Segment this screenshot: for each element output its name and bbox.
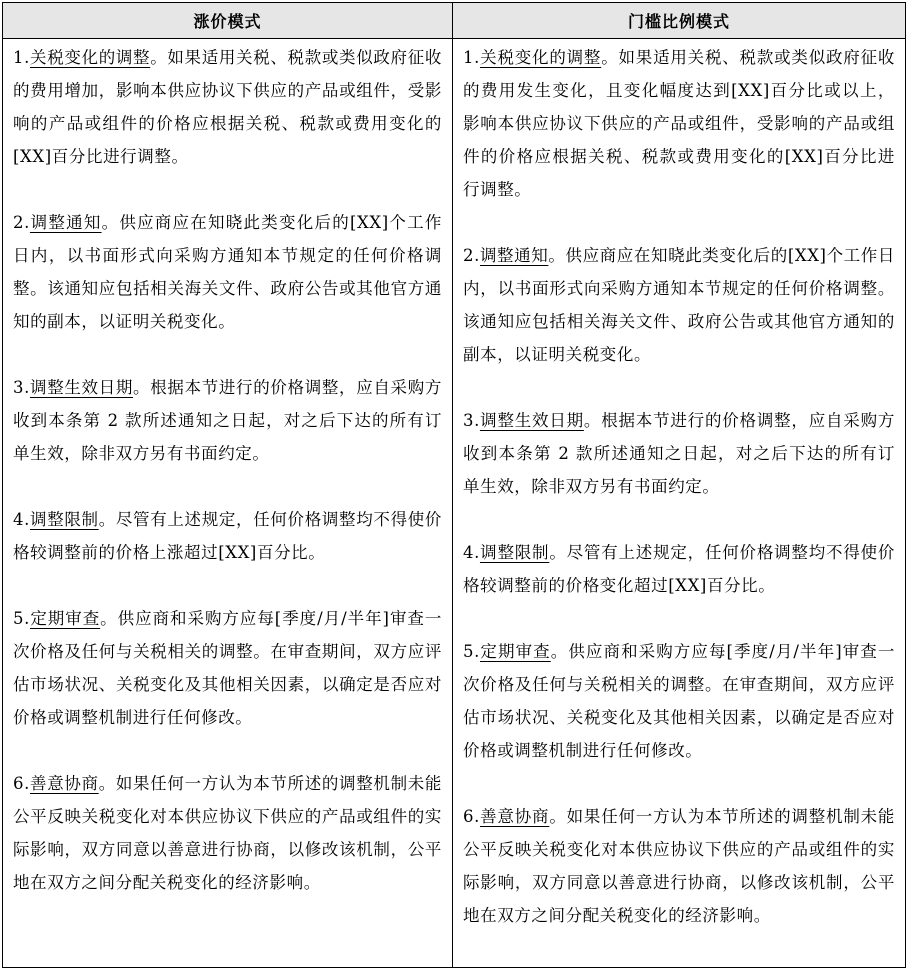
- clause: [13, 206, 442, 338]
- paragraph-spacer: [13, 173, 442, 206]
- clause-body: 。供应商和采购方应每[季度/月/半年]审查一次价格及任何与关税相关的调整。在审查期间，双方应评估市场状况、关税变化及其他相关因素，以确定是否应对价格或调整机制进行任何修改。: [13, 609, 442, 727]
- markup-model-clauses: [3, 39, 452, 967]
- clause-heading: 定期审查: [479, 642, 551, 661]
- clause-number: 5.: [463, 642, 480, 661]
- paragraph-spacer: [13, 569, 442, 602]
- clause-body: 。根据本节进行的价格调整，应自采购方收到本条第 2 款所述通知之日起，对之后下达的所有订单生效，除非双方另有书面约定。: [463, 411, 895, 496]
- clause-number: 6.: [13, 774, 30, 793]
- clause-heading: 调整限制: [479, 543, 550, 562]
- clause-body: 。如果任何一方认为本节所述的调整机制未能公平反映关税变化对本供应协议下供应的产品或组件的实际影响，双方同意以善意进行协商，以修改该机制，公平地在双方之间分配关税变化的经济影响。: [13, 774, 443, 892]
- paragraph-spacer: [13, 734, 442, 767]
- clause-body: 。尽管有上述规定，任何价格调整均不得使价格较调整前的价格变化超过[XX]百分比。: [463, 543, 896, 595]
- clause: [463, 800, 895, 932]
- clause-number: 4.: [463, 543, 480, 562]
- paragraph-spacer: [463, 602, 895, 635]
- paragraph-spacer: [463, 206, 895, 239]
- clause-heading: 定期审查: [29, 609, 101, 628]
- clause-number: 5.: [13, 609, 30, 628]
- content-row: [3, 39, 906, 968]
- clause: [463, 536, 895, 602]
- clause-number: 1.: [463, 48, 480, 67]
- clause-body: 。尽管有上述规定，任何价格调整均不得使价格较调整前的价格上涨超过[XX]百分比。: [13, 510, 443, 562]
- header-row: [3, 3, 906, 39]
- clause-body: 。供应商和采购方应每[季度/月/半年]审查一次价格及任何与关税相关的调整。在审查期间，双方应评估市场状况、关税变化及其他相关因素，以确定是否应对价格或调整机制进行任何修改。: [463, 642, 895, 760]
- clause-body: 。供应商应在知晓此类变化后的[XX]个工作日内，以书面形式向采购方通知本节规定的任何价格调整。该通知应包括相关海关文件、政府公告或其他官方通知的副本，以证明关税变化。: [463, 246, 895, 364]
- clause-number: 6.: [463, 807, 480, 826]
- clause-body: 。如果适用关税、税款或类似政府征收的费用增加，影响本供应协议下供应的产品或组件，受影响的产品或组件的价格应根据关税、税款或费用变化的[XX]百分比进行调整。: [13, 48, 442, 166]
- threshold-model-column: [453, 39, 906, 968]
- clause: [463, 239, 895, 371]
- paragraph-spacer: [463, 371, 895, 404]
- markup-model-column: [3, 39, 453, 968]
- clause-body: 。根据本节进行的价格调整，应自采购方收到本条第 2 款所述通知之日起，对之后下达的所有订单生效，除非双方另有书面约定。: [13, 378, 442, 463]
- clause: [463, 404, 895, 503]
- threshold-model-clauses: [453, 39, 905, 967]
- paragraph-spacer: [463, 767, 895, 800]
- clause-heading: 调整通知: [479, 246, 549, 265]
- clause-number: 4.: [13, 510, 30, 529]
- paragraph-spacer: [13, 338, 442, 371]
- clause-heading: 善意协商: [479, 807, 550, 826]
- paragraph-spacer: [13, 470, 442, 503]
- clause: [13, 602, 442, 734]
- clause-heading: 调整生效日期: [479, 411, 584, 430]
- clause-heading: 善意协商: [29, 774, 99, 793]
- clause-heading: 调整生效日期: [29, 378, 134, 397]
- clause-heading: 关税变化的调整: [479, 48, 602, 67]
- clause-body: 。供应商应在知晓此类变化后的[XX]个工作日内，以书面形式向采购方通知本节规定的任何价格调整。该通知应包括相关海关文件、政府公告或其他官方通知的副本，以证明关税变化。: [13, 213, 442, 331]
- clause-heading: 调整限制: [29, 510, 99, 529]
- clause: [463, 635, 895, 767]
- clause-heading: 调整通知: [29, 213, 102, 232]
- clause: [13, 371, 442, 470]
- clause-number: 3.: [13, 378, 30, 397]
- clause-body: 。如果适用关税、税款或类似政府征收的费用发生变化，且变化幅度达到[XX]百分比或以上，影响本供应协议下供应的产品或组件，受影响的产品或组件的价格应根据关税、税款或费用变化的[XX]百分比进行调整。: [463, 48, 895, 199]
- clause-heading: 关税变化的调整: [29, 48, 151, 67]
- clause-number: 2.: [463, 246, 480, 265]
- clause: [13, 767, 442, 899]
- clause-number: 1.: [13, 48, 30, 67]
- clause: [13, 41, 442, 173]
- paragraph-spacer: [463, 503, 895, 536]
- clause-number: 2.: [13, 213, 30, 232]
- clause-number: 3.: [463, 411, 480, 430]
- comparison-table: [2, 2, 906, 968]
- clause: [463, 41, 895, 206]
- clause-body: 。如果任何一方认为本节所述的调整机制未能公平反映关税变化对本供应协议下供应的产品或组件的实际影响，双方同意以善意进行协商，以修改该机制，公平地在双方之间分配关税变化的经济影响。: [463, 807, 896, 925]
- header-threshold-model: 门槛比例模式: [453, 3, 906, 39]
- clause: [13, 503, 442, 569]
- header-markup-model: 涨价模式: [3, 3, 453, 39]
